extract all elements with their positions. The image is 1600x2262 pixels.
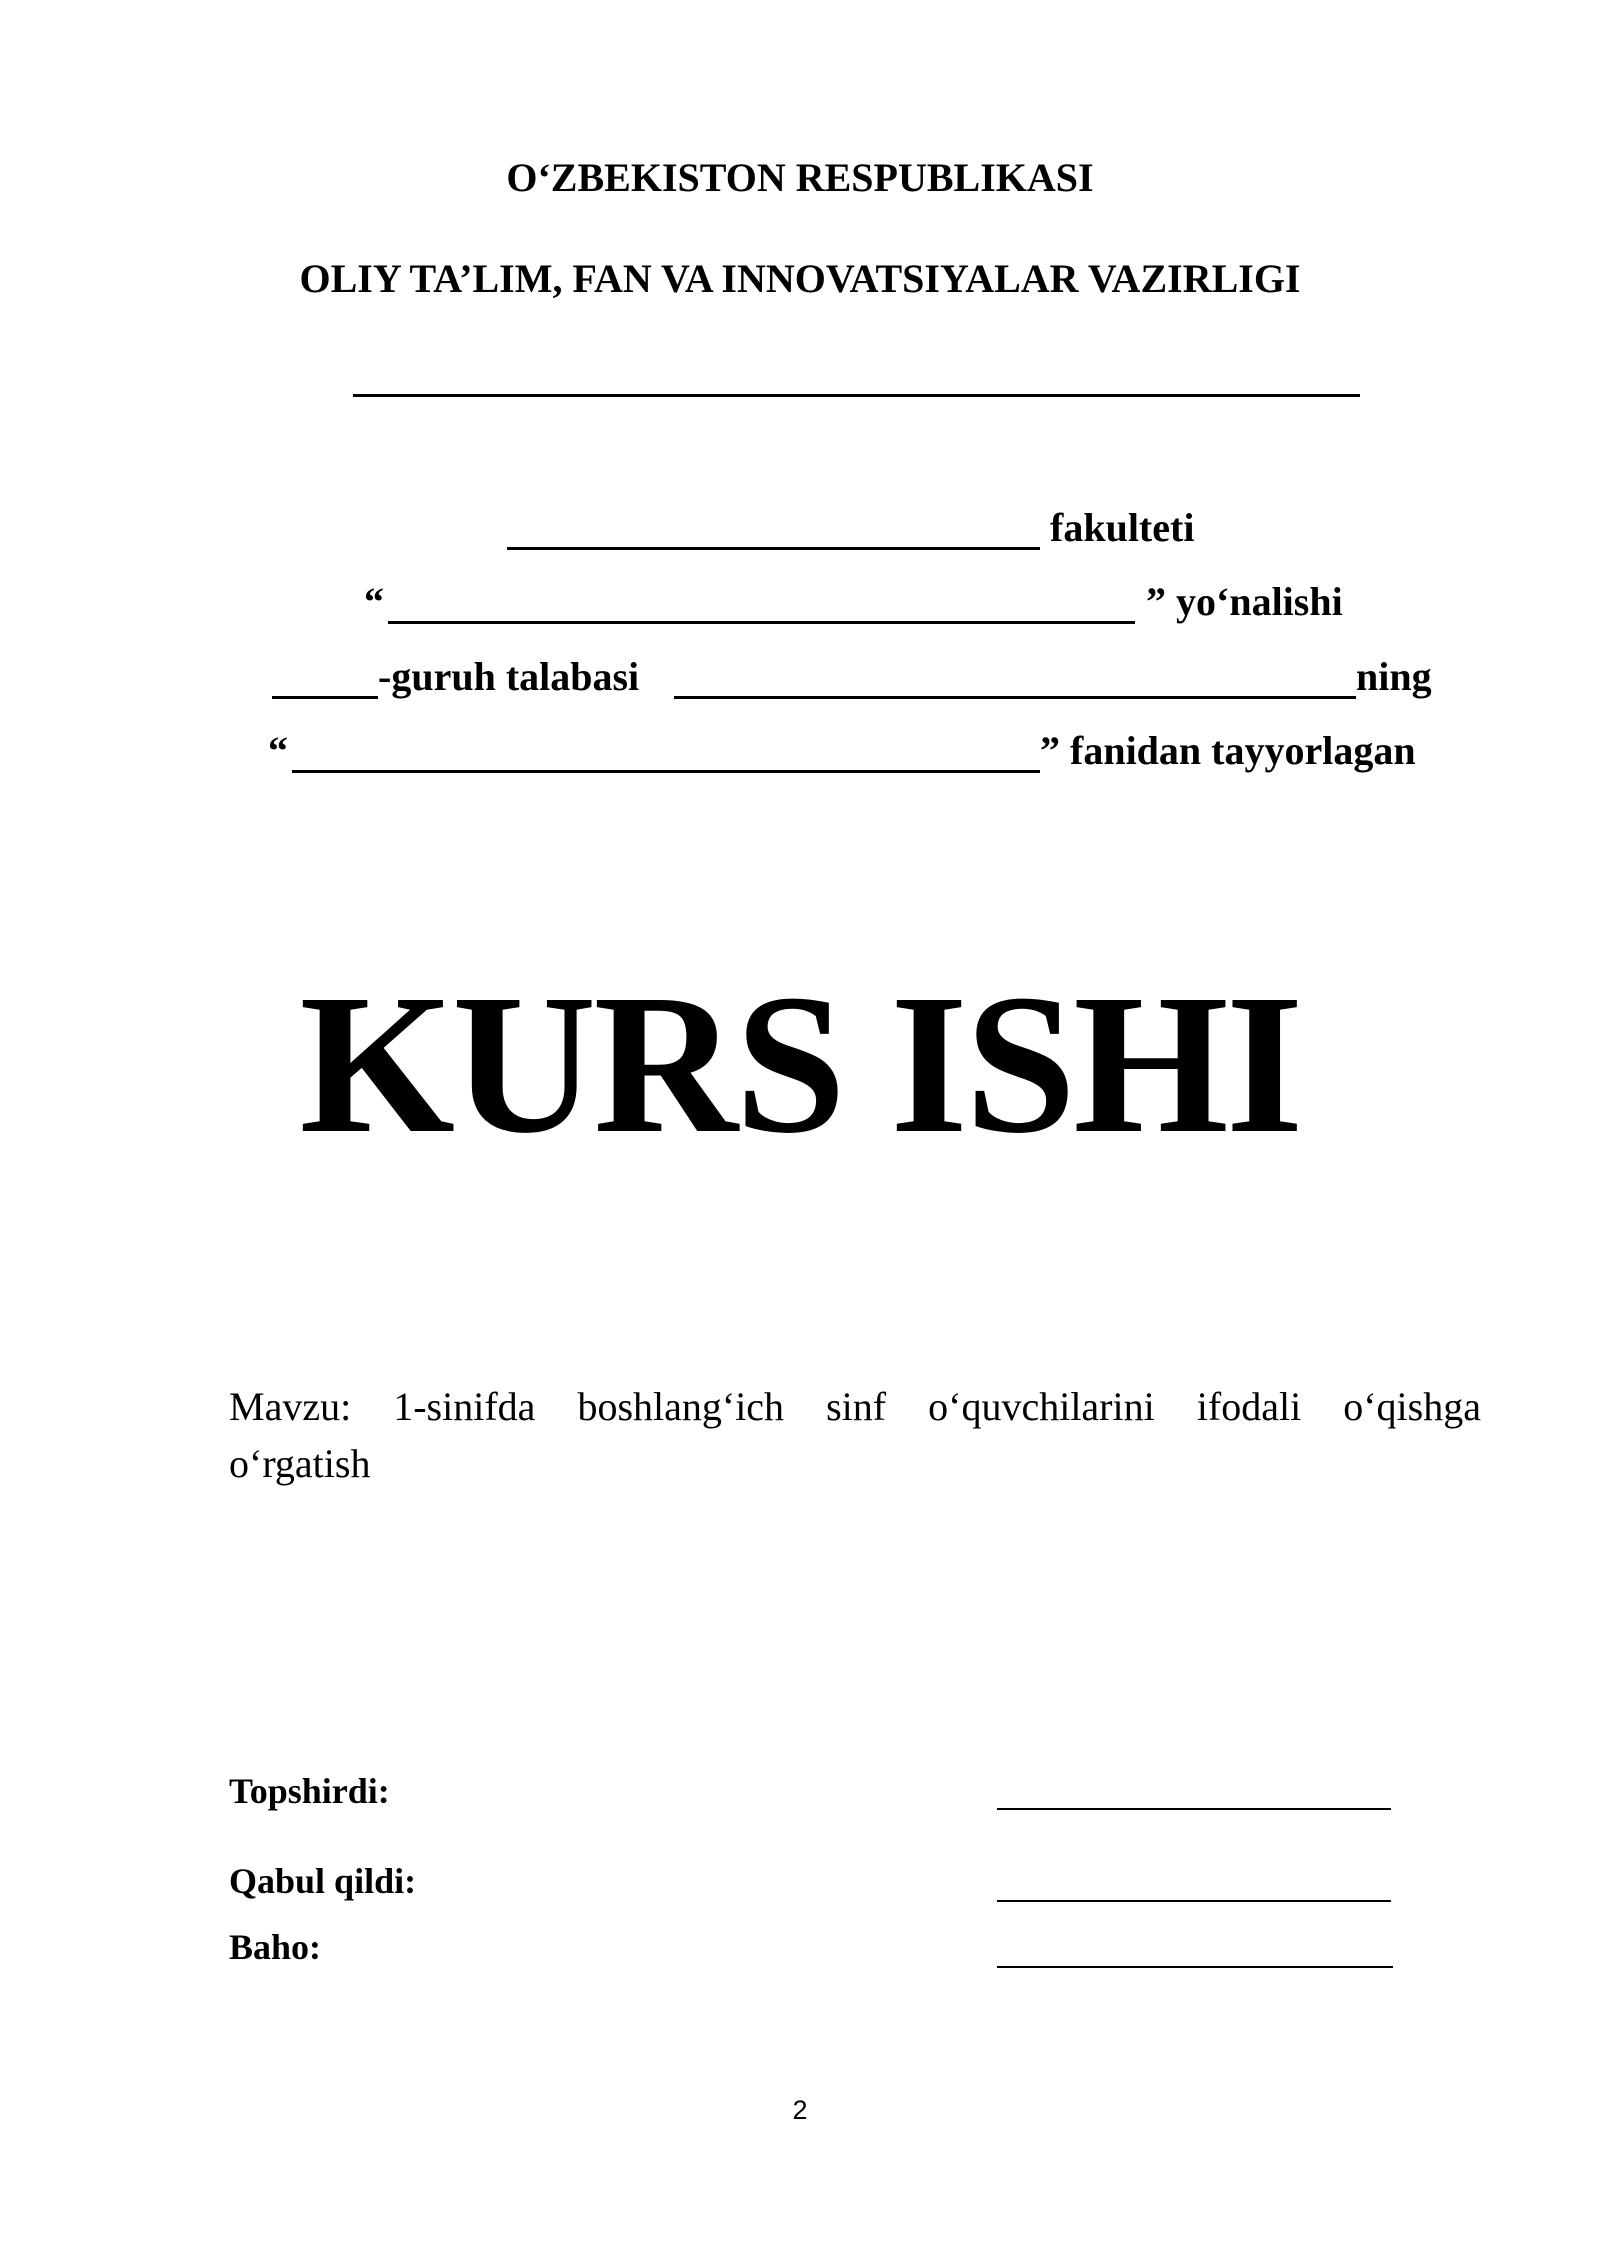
subject-blank-line[interactable]: [292, 770, 1040, 773]
direction-open-quote: “: [364, 579, 384, 624]
group-label: -guruh talabasi: [378, 654, 640, 699]
topic-word: 1-sinifda: [393, 1384, 536, 1429]
topic-paragraph: [229, 1378, 1481, 1492]
submitted-blank-line[interactable]: [997, 1808, 1391, 1810]
direction-label: ” yo‘nalishi: [1146, 579, 1343, 624]
ministry-heading: OLIY TA’LIM, FAN VA INNOVATSIYALAR VAZIRLIGI: [299, 256, 1301, 301]
student-blank-line[interactable]: [674, 696, 1356, 699]
topic-word: sinf: [826, 1384, 887, 1429]
country-heading: O‘ZBEKISTON RESPUBLIKASI: [506, 155, 1094, 200]
topic-word: o‘qishga: [1343, 1384, 1481, 1429]
accepted-blank-line[interactable]: [997, 1900, 1391, 1902]
faculty-blank-line[interactable]: [507, 547, 1040, 550]
direction-blank-line[interactable]: [388, 621, 1135, 624]
university-blank-line[interactable]: [353, 394, 1360, 397]
grade-label: Baho:: [229, 1927, 322, 1967]
accepted-label: Qabul qildi:: [229, 1861, 417, 1901]
group-blank-line[interactable]: [272, 696, 378, 699]
topic-line-2: o‘rgatish: [229, 1441, 371, 1486]
grade-blank-line[interactable]: [997, 1966, 1393, 1968]
submitted-label: Topshirdi:: [229, 1771, 390, 1811]
document-title: KURS ISHI: [299, 954, 1301, 1175]
topic-line-1: [229, 1378, 1481, 1435]
subject-label: ” fanidan tayyorlagan: [1040, 728, 1416, 773]
topic-word: o‘quvchilarini: [928, 1384, 1155, 1429]
faculty-label: fakulteti: [1050, 505, 1195, 550]
topic-word: boshlang‘ich: [577, 1384, 785, 1429]
topic-word: Mavzu:: [229, 1384, 352, 1429]
subject-open-quote: “: [268, 728, 288, 773]
topic-word: ifodali: [1196, 1384, 1302, 1429]
student-label: ning: [1356, 654, 1432, 699]
page-number: 2: [792, 2095, 808, 2125]
